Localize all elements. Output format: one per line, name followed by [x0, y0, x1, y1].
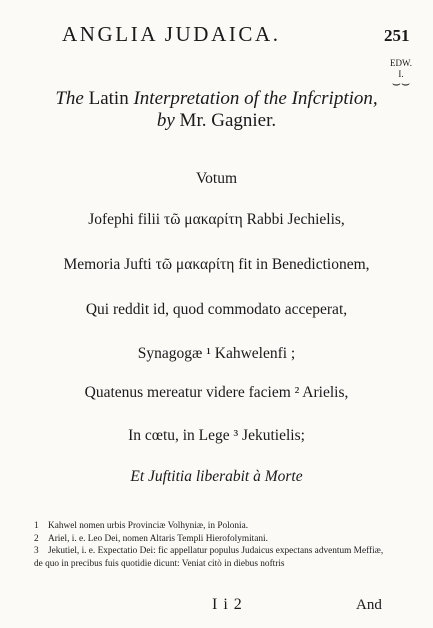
footnote: [34, 545, 394, 570]
side-mark-number: I.: [398, 69, 404, 79]
footnote-text: Kahwel nomen urbis Provinciæ Volhyniæ, in Polonia.: [48, 521, 249, 531]
footnote: [34, 520, 394, 533]
inscription-line: Quatenus mereatur videre faciem ² Arielis,: [84, 384, 349, 401]
catchword: And: [356, 597, 382, 613]
footnote: [34, 533, 394, 546]
footnote-number: 1: [34, 521, 39, 531]
footnote-number: 2: [34, 533, 39, 544]
flourish-ornament: ⌣⌣: [391, 77, 411, 92]
inscription-line: Et Juftitia liberabit à Morte: [130, 468, 303, 485]
side-mark: [384, 58, 418, 90]
section-heading-author: by Mr. Gagnier.: [156, 110, 277, 131]
inscription-line: Jofephi filii τῶ μακαρίτη Rabbi Jechielis,: [88, 211, 345, 228]
footnote-text: Ariel, i. e. Leo Dei, nomen Altaris Templi Hierofolymitani.: [48, 533, 268, 544]
inscription-line: Memoria Jufti τῶ μακαρίτη fit in Benedictionem,: [63, 256, 370, 273]
signature-mark: I i 2: [212, 596, 243, 613]
inscription-line: In cœtu, in Lege ³ Jekutielis;: [128, 427, 305, 444]
footnote-number: 3: [34, 546, 39, 556]
inscription-line: Qui reddit id, quod commodato acceperat,: [85, 301, 348, 318]
side-mark-reign: EDW.: [390, 58, 412, 68]
page-number: 251: [384, 26, 410, 45]
footnote-text: Jekutiel, i. e. Expectatio Dei: fic appellatur populus Judaicus expectans adventum Meffiæ, de quo in precibus fuis quotidie dicunt: Veniat citò in diebus noftris: [34, 546, 384, 569]
inscription-line: Synagogæ ¹ Kahwelenfi ;: [137, 345, 296, 362]
footnotes: [34, 520, 394, 570]
running-title: ANGLIA JUDAICA.: [62, 22, 281, 46]
inscription-line: Votum: [195, 170, 238, 187]
section-heading: The Latin Interpretation of the Infcription,: [55, 88, 378, 109]
